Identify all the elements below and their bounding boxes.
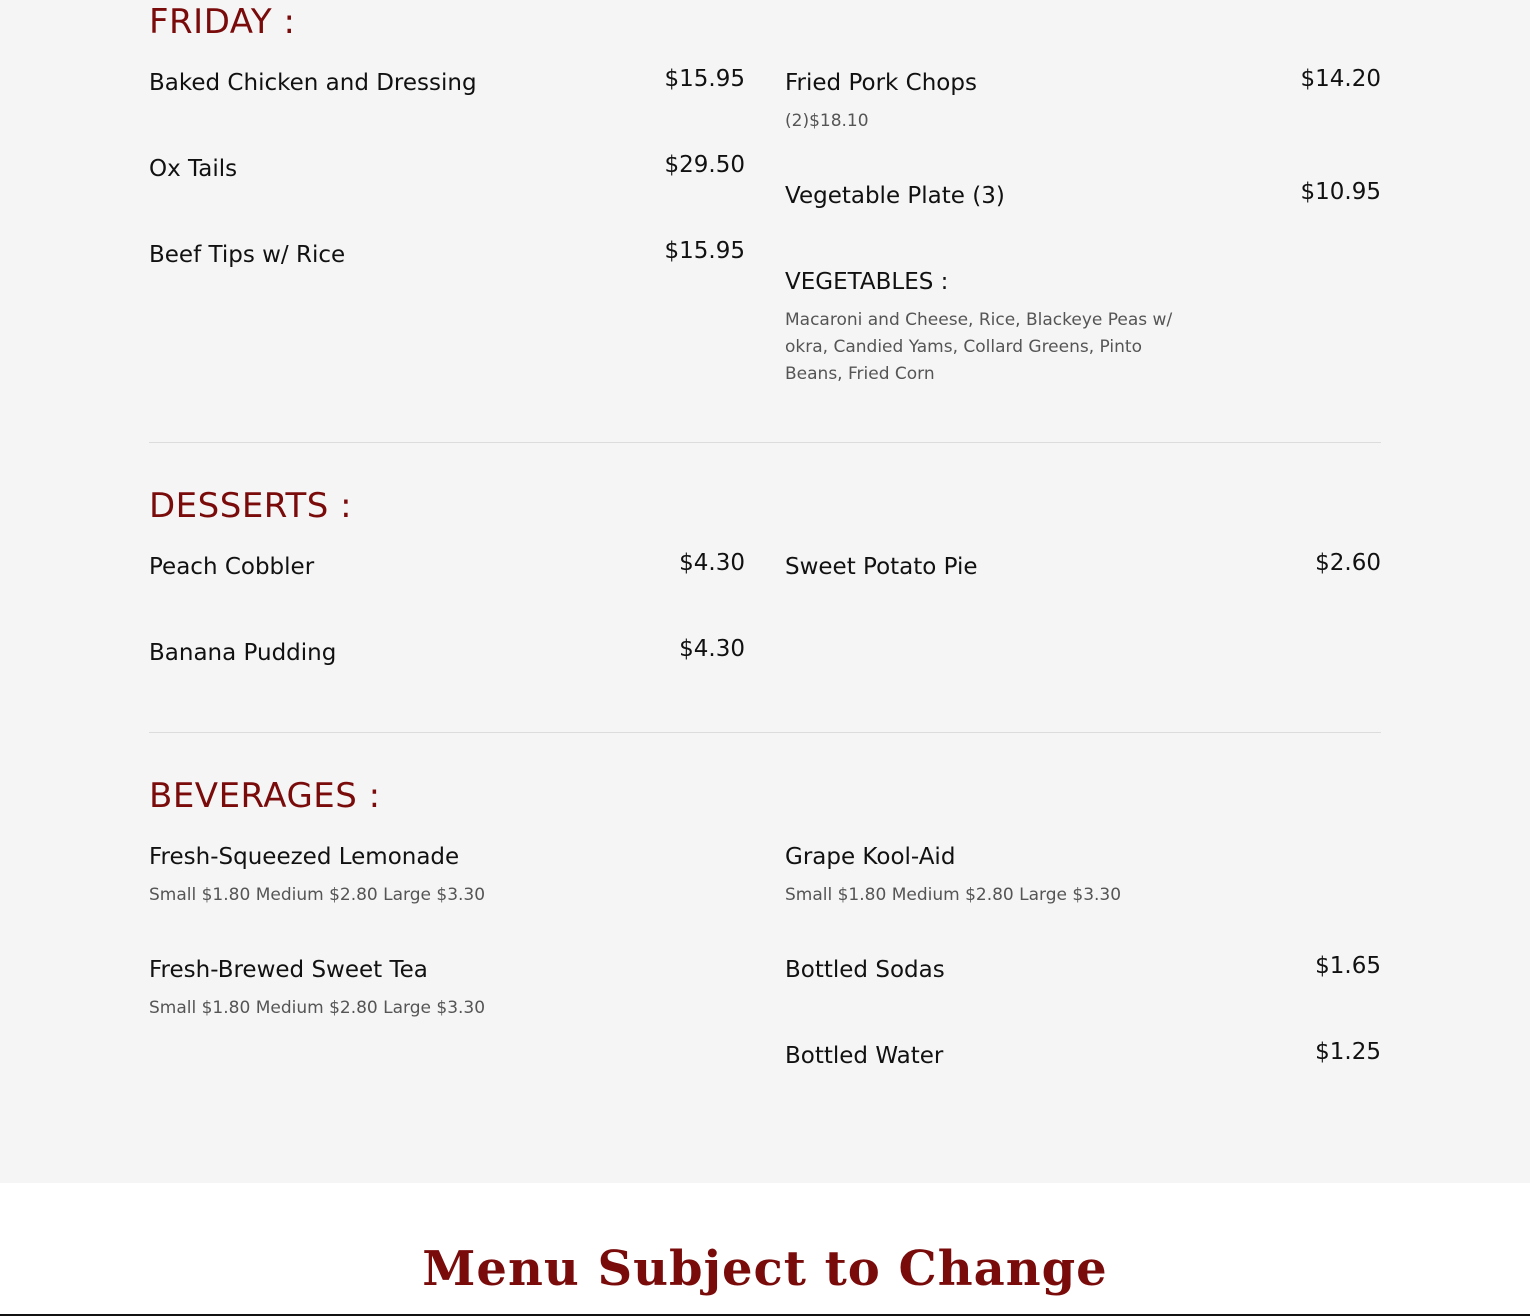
item-name: Fresh-Squeezed Lemonade: [149, 844, 460, 870]
section-divider: [149, 732, 1381, 733]
item-price: $1.25: [1315, 1039, 1381, 1065]
item-name: Peach Cobbler: [149, 554, 315, 580]
item-name: Baked Chicken and Dressing: [149, 70, 477, 96]
section-title-desserts: DESSERTS :: [149, 486, 353, 526]
section-title-friday: FRIDAY :: [149, 2, 296, 42]
item-price: $1.65: [1315, 953, 1381, 979]
item-description: Macaroni and Cheese, Rice, Blackeye Peas w/ okra, Candied Yams, Collard Greens, Pinto Beans, Fried Corn: [785, 310, 1173, 384]
item-name: Beef Tips w/ Rice: [149, 242, 346, 268]
item-name: Vegetable Plate (3): [785, 183, 1005, 209]
item-name: Bottled Water: [785, 1043, 944, 1069]
item-price: $15.95: [664, 238, 745, 264]
footer-title: Menu Subject to Change: [422, 1241, 1108, 1297]
section-title-beverages: BEVERAGES :: [149, 776, 381, 816]
item-name: VEGETABLES :: [785, 269, 949, 295]
item-price: $4.30: [679, 636, 745, 662]
item-price: $2.60: [1315, 550, 1381, 576]
item-description: (2)$18.10: [785, 111, 869, 131]
item-name: Sweet Potato Pie: [785, 554, 978, 580]
item-name: Fresh-Brewed Sweet Tea: [149, 957, 428, 983]
item-name: Bottled Sodas: [785, 957, 945, 983]
item-description: Small $1.80 Medium $2.80 Large $3.30: [785, 885, 1122, 905]
item-description: Small $1.80 Medium $2.80 Large $3.30: [149, 885, 486, 905]
item-price: $4.30: [679, 550, 745, 576]
item-price: $15.95: [664, 66, 745, 92]
item-price: $29.50: [664, 152, 745, 178]
item-name: Banana Pudding: [149, 640, 337, 666]
item-description: Small $1.80 Medium $2.80 Large $3.30: [149, 998, 486, 1018]
item-name: Grape Kool-Aid: [785, 844, 956, 870]
item-name: Ox Tails: [149, 156, 238, 182]
item-name: Fried Pork Chops: [785, 70, 977, 96]
item-price: $10.95: [1300, 179, 1381, 205]
item-price: $14.20: [1300, 66, 1381, 92]
footer: [0, 1183, 1530, 1316]
section-divider: [149, 442, 1381, 443]
